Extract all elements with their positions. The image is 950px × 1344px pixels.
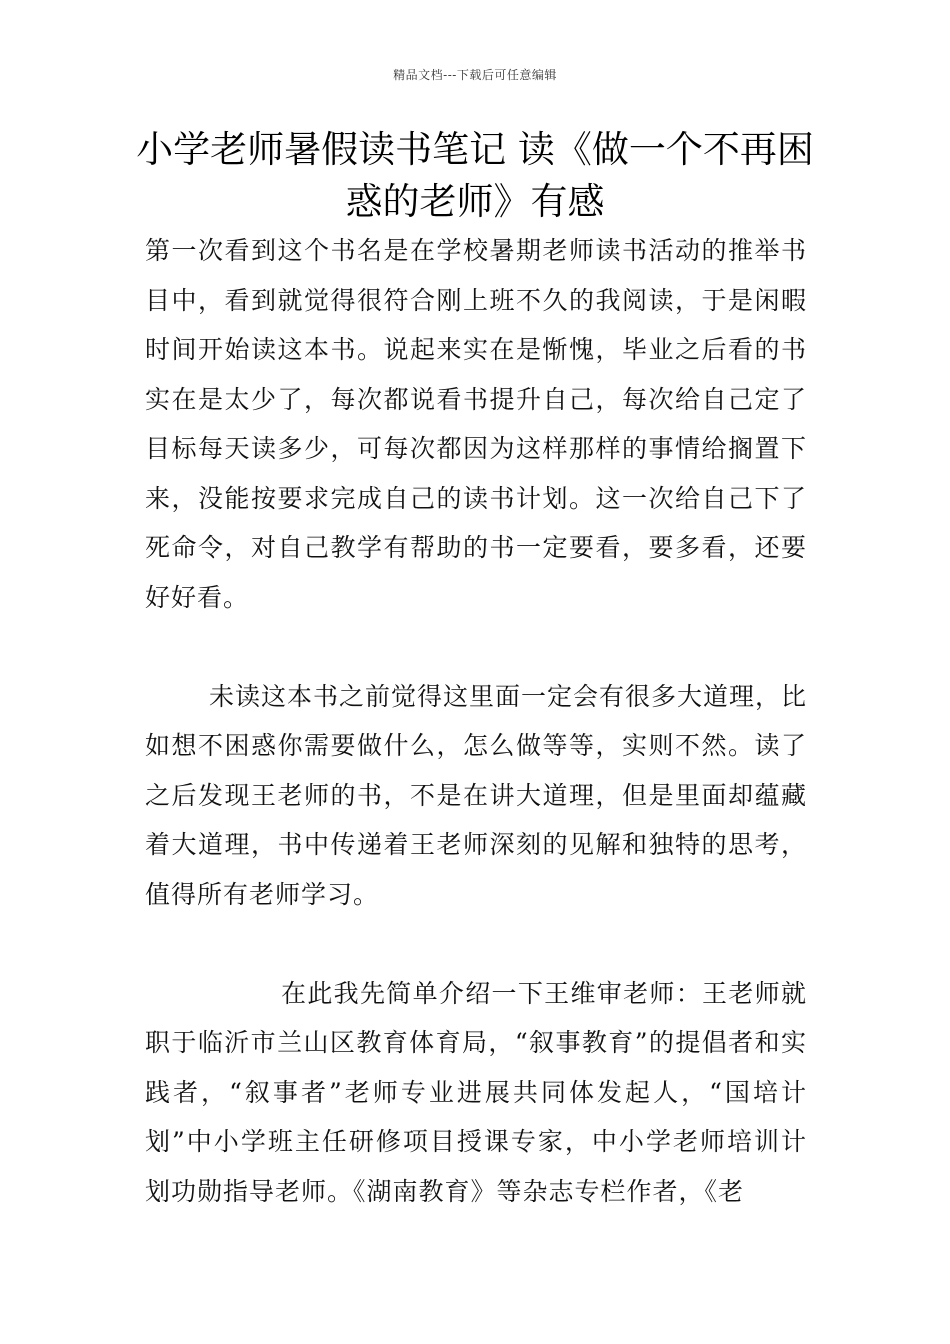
document-body <box>145 226 807 1216</box>
paragraph-3: 在此我先简单介绍一下王维审老师：王老师就职于临沂市兰山区教育体育局，“叙事教育”的提倡者和实践者，“叙事者”老师专业进展共同体发起人，“国培计划”中小学班主任研修项目授课专家，中小学老师培训计划功勋指导老师。《湖南教育》等杂志专栏作者，《老 <box>145 978 807 1206</box>
paragraph-gap <box>145 919 807 969</box>
document-title: 小学老师暑假读书笔记 读《做一个不再困惑的老师》有感 <box>136 128 814 223</box>
header-note: 精品文档---下载后可任意编辑 <box>393 68 557 82</box>
paragraph-1: 第一次看到这个书名是在学校暑期老师读书活动的推举书目中，看到就觉得很符合刚上班不久的我阅读，于是闲暇时间开始读这本书。说起来实在是惭愧，毕业之后看的书实在是太少了，每次都说看书提升自己，每次给自己定了目标每天读多少，可每次都因为这样那样的事情给搁置下来，没能按要求完成自己的读书计划。这一次给自己下了死命令，对自己教学有帮助的书一定要看，要多看，还要好好看。 <box>145 236 807 612</box>
paragraph-2: 未读这本书之前觉得这里面一定会有很多大道理，比如想不困惑你需要做什么，怎么做等等，实则不然。读了之后发现王老师的书，不是在讲大道理，但是里面却蕴藏着大道理，书中传递着王老师深刻的见解和独特的思考，值得所有老师学习。 <box>145 681 808 909</box>
paragraph-gap <box>145 622 807 672</box>
